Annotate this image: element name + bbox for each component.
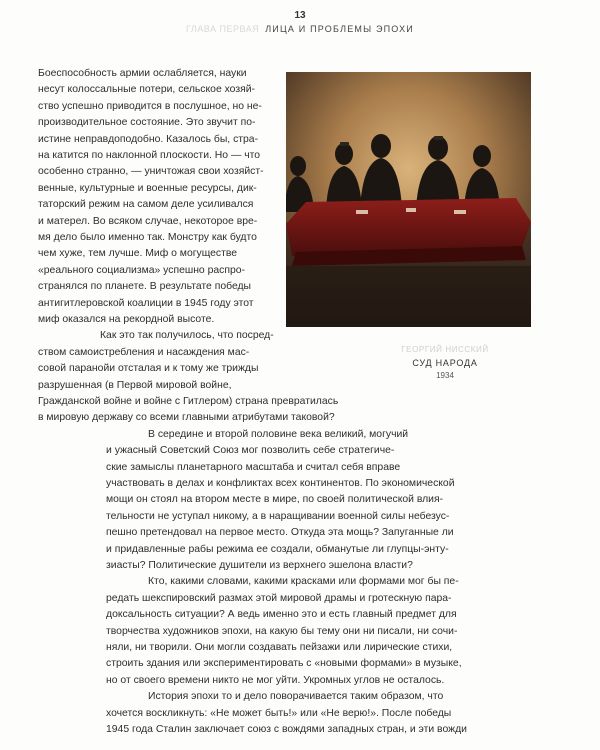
- text-line: Как это так получилось, что посред-: [100, 330, 274, 342]
- text-line: разрушенная (в Первой мировой войне,: [38, 379, 232, 391]
- text-line: ством самоистребления и насаждения мас-: [38, 346, 250, 358]
- text-line: Кто, какими словами, какими красками или формами мог бы пе-: [148, 576, 459, 588]
- text-line: в мировую державу со всеми главными атрибутами таковой?: [38, 412, 335, 424]
- text-line: и матерел. Во всяком случае, некоторое вре-: [38, 215, 258, 227]
- text-line: творчества художников эпохи, на какую бы тему они ни писали, ни сочи-: [106, 625, 458, 637]
- text-line: миф оказался на рекордной высоте.: [38, 314, 215, 325]
- text-line: антигитлеровской коалиции в 1945 году этот: [38, 297, 254, 309]
- section-title: ЛИЦА И ПРОБЛЕМЫ ЭПОХИ: [265, 24, 414, 34]
- running-header-ghost-label: ГЛАВА ПЕРВАЯ: [186, 24, 260, 34]
- text-line: Боеспособность армии ослабляется, науки: [38, 68, 247, 79]
- text-line: няли, ни творили. Они могли создавать пейзажи или лирические стихи,: [106, 642, 453, 653]
- text-line: и ужасный Советский Союз мог позволить себе стратегиче-: [106, 445, 395, 457]
- text-line: В середине и второй половине века великий, могучий: [148, 428, 409, 440]
- text-line: хочется воскликнуть: «Не может быть!» или «Не верю!». После победы: [106, 707, 452, 719]
- text-line: но от своего времени никто не мог уйти. Укромных углов не осталось.: [106, 674, 445, 686]
- text-line: мя дело было именно так. Монстру как будто: [38, 232, 257, 243]
- text-line: несут колоссальные потери, сельское хозяй-: [38, 84, 256, 96]
- text-line: История эпохи то и дело поворачивается таким образом, что: [148, 691, 444, 703]
- text-line: строить здания или экспериментировать с «новыми формами» в музыке,: [106, 658, 462, 670]
- text-line: совой паранойи отсталая и к тому же трижды: [38, 363, 259, 375]
- figure-artist: ГЕОРГИЙ НИССКИЙ: [401, 345, 489, 354]
- text-line: «реального социализма» успешно распро-: [38, 264, 245, 276]
- text-line: тельности не уступал никому, а в наращивании военной силы небезус-: [106, 510, 450, 522]
- page-number: 13: [294, 10, 306, 21]
- text-line: на катится по наклонной плоскости. Но — что: [38, 150, 261, 161]
- text-line: особенно странно, — уничтожая свои хозяйст-: [38, 166, 264, 178]
- text-line: доксальность ситуации? А ведь именно это и есть главный предмет для: [106, 609, 457, 621]
- text-line: таторский режим на самом деле усиливался: [38, 199, 254, 211]
- text-line: производительное состояние. Это звучит по-: [38, 117, 256, 129]
- text-line: пешно претендовал на первое место. Откуда эта мощь? Запуганные ли: [106, 527, 454, 539]
- text-line: 1945 года Сталин заключает союз с вождями западных стран, и эти вожди: [106, 724, 467, 735]
- text-line: и придавленные рабы режима ее создали, обманутые ли глупцы-энту-: [106, 543, 449, 555]
- text-line: чем хуже, тем лучше. Миф о могуществе: [38, 248, 238, 260]
- figure-title: СУД НАРОДА: [412, 358, 478, 368]
- text-line: зиасты? Политические душители из верхнего эшелона власти?: [106, 560, 413, 571]
- running-header: [0, 24, 600, 34]
- text-line: мощи он стоял на втором месте в мире, по своей политической влия-: [106, 494, 444, 506]
- body-text: [0, 66, 600, 735]
- text-line: редать шекспировский размах этой мировой драмы и гротескную пара-: [106, 592, 452, 604]
- figure-year: 1934: [436, 371, 454, 380]
- text-line: участвовать в делах и конфликтах всех континентов. По экономической: [106, 478, 455, 489]
- text-line: ство успешно приводится в послушное, но не-: [38, 100, 262, 112]
- text-line: ские замыслы планетарного масштаба и считал себя вправе: [106, 461, 401, 473]
- text-line: странялся по планете. В результате победы: [38, 281, 252, 293]
- text-line: истине неправдоподобно. Казалось бы, стра-: [38, 133, 259, 145]
- text-line: венные, культурные и военные ресурсы, дик-: [38, 182, 257, 194]
- text-line: Гражданской войне и войне с Гитлером) страна превратилась: [38, 396, 339, 407]
